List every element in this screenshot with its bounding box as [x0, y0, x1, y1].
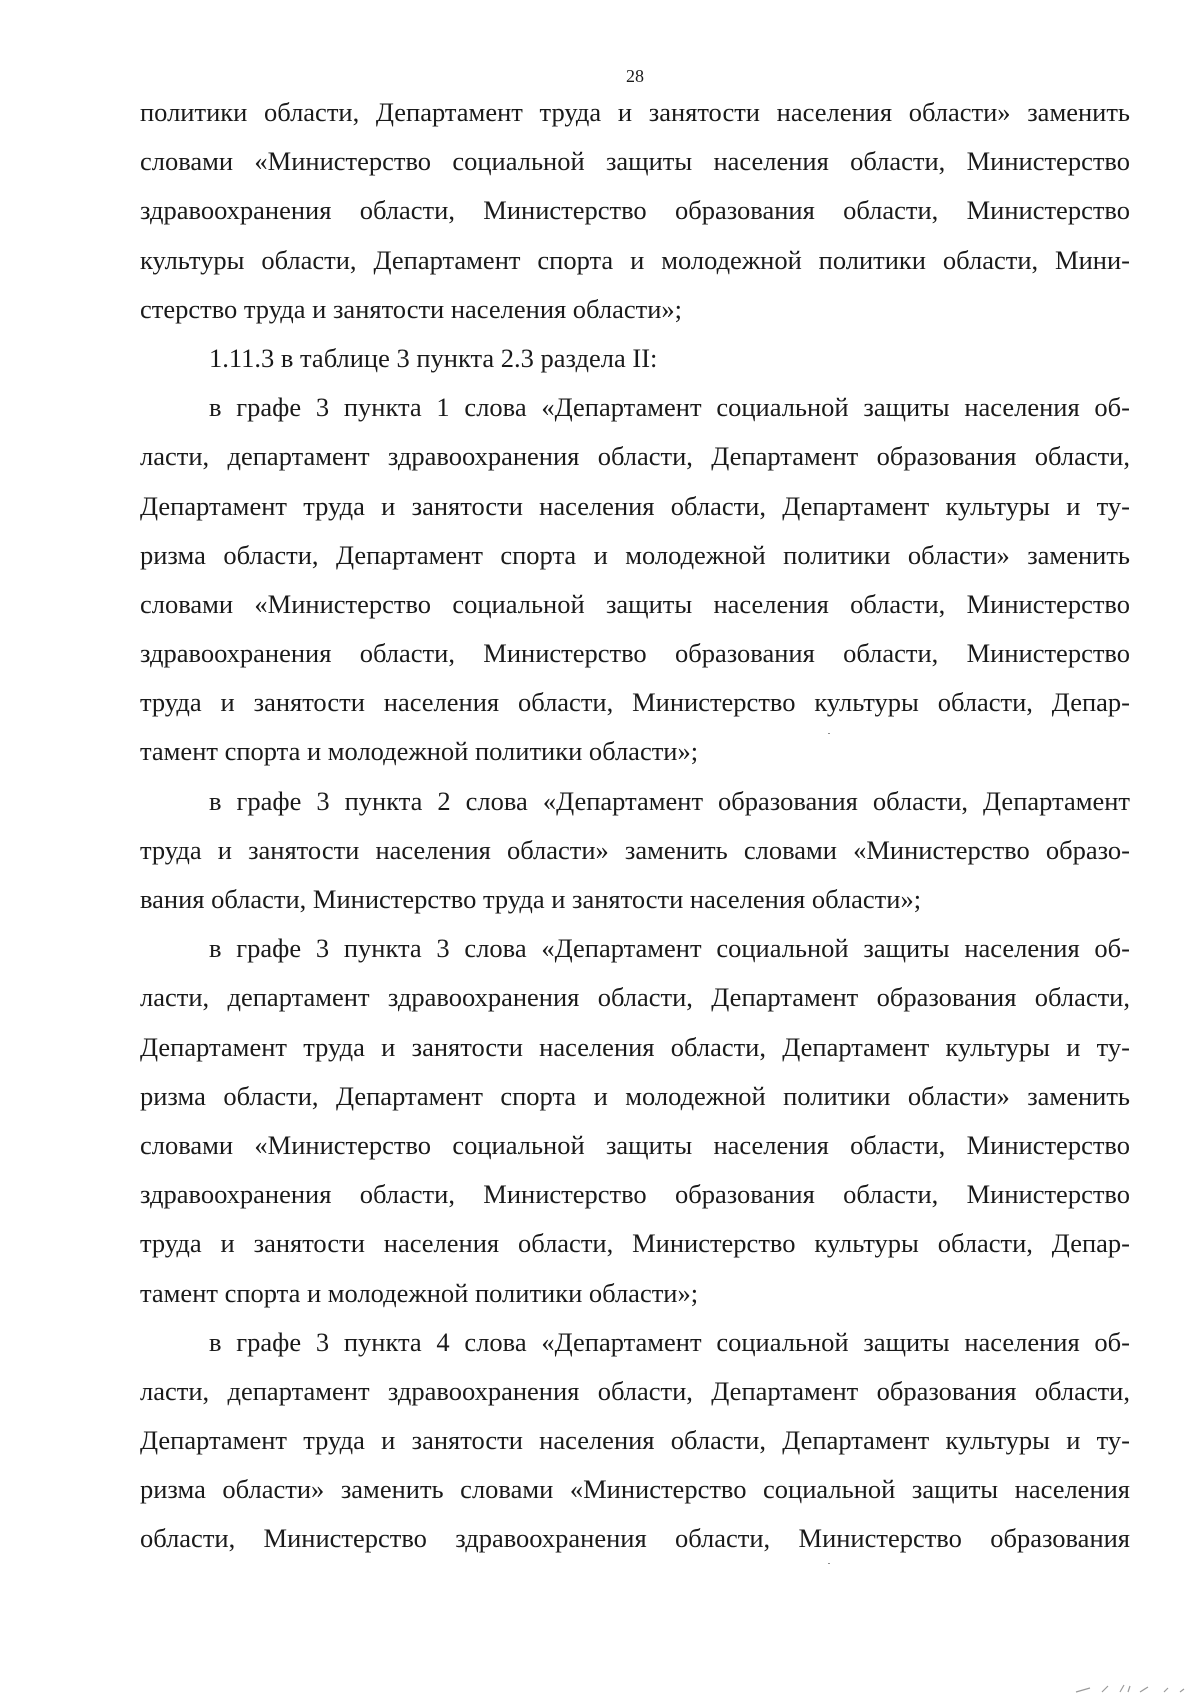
- text-line: словами «Министерство социальной защиты населения области, Министерство: [140, 146, 1130, 177]
- text-line: здравоохранения области, Министерство образования области, Министерство: [140, 195, 1130, 226]
- text-line: тамент спорта и молодежной политики области»;: [140, 1277, 699, 1308]
- text-line: в графе 3 пункта 3 слова «Департамент социальной защиты населения об-: [209, 933, 1130, 964]
- scan-speck: [828, 733, 830, 734]
- text-line: в графе 3 пункта 4 слова «Департамент социальной защиты населения об-: [209, 1326, 1130, 1357]
- text-line: ризма области, Департамент спорта и молодежной политики области» заменить: [140, 1080, 1130, 1111]
- text-line: здравоохранения области, Министерство образования области, Министерство: [140, 1179, 1130, 1210]
- text-line: Департамент труда и занятости населения области, Департамент культуры и ту-: [140, 1425, 1130, 1456]
- scan-speck: [828, 1563, 830, 1564]
- text-line: 1.11.3 в таблице 3 пункта 2.3 раздела II:: [209, 342, 658, 373]
- text-line: вания области, Министерство труда и занятости населения области»;: [140, 884, 922, 914]
- text-line: области, Министерство здравоохранения области, Министерство образования: [140, 1523, 1130, 1554]
- scan-edge-artifact: [1068, 1683, 1188, 1693]
- text-line: ласти, департамент здравоохранения области, Департамент образования области,: [140, 982, 1130, 1013]
- text-line: стерство труда и занятости населения области»;: [140, 293, 683, 324]
- text-line: труда и занятости населения области, Министерство культуры области, Депар-: [140, 687, 1130, 718]
- text-line: в графе 3 пункта 2 слова «Департамент образования области, Департамент: [209, 785, 1130, 816]
- text-line: здравоохранения области, Министерство образования области, Министерство: [140, 638, 1130, 669]
- document-body-text: [140, 88, 1130, 1564]
- text-line: культуры области, Департамент спорта и молодежной политики области, Мини-: [140, 244, 1130, 275]
- text-line: труда и занятости населения области, Министерство культуры области, Депар-: [140, 1228, 1130, 1259]
- text-line: политики области, Департамент труда и занятости населения области» заменить: [140, 97, 1130, 127]
- text-line: ризма области» заменить словами «Министерство социальной защиты населения: [140, 1474, 1130, 1505]
- text-line: Департамент труда и занятости населения области, Департамент культуры и ту-: [140, 1031, 1130, 1062]
- text-line: труда и занятости населения области» заменить словами «Министерство образо-: [140, 834, 1130, 865]
- text-line: словами «Министерство социальной защиты населения области, Министерство: [140, 1129, 1130, 1160]
- page-number: 28: [626, 66, 644, 86]
- text-line: Департамент труда и занятости населения области, Департамент культуры и ту-: [140, 490, 1130, 521]
- text-line: в графе 3 пункта 1 слова «Департамент социальной защиты населения об-: [209, 392, 1130, 423]
- text-line: ризма области, Департамент спорта и молодежной политики области» заменить: [140, 539, 1130, 570]
- text-line: тамент спорта и молодежной политики области»;: [140, 736, 699, 767]
- text-line: ласти, департамент здравоохранения области, Департамент образования области,: [140, 441, 1130, 472]
- text-line: ласти, департамент здравоохранения области, Департамент образования области,: [140, 1375, 1130, 1406]
- text-line: словами «Министерство социальной защиты населения области, Министерство: [140, 588, 1130, 619]
